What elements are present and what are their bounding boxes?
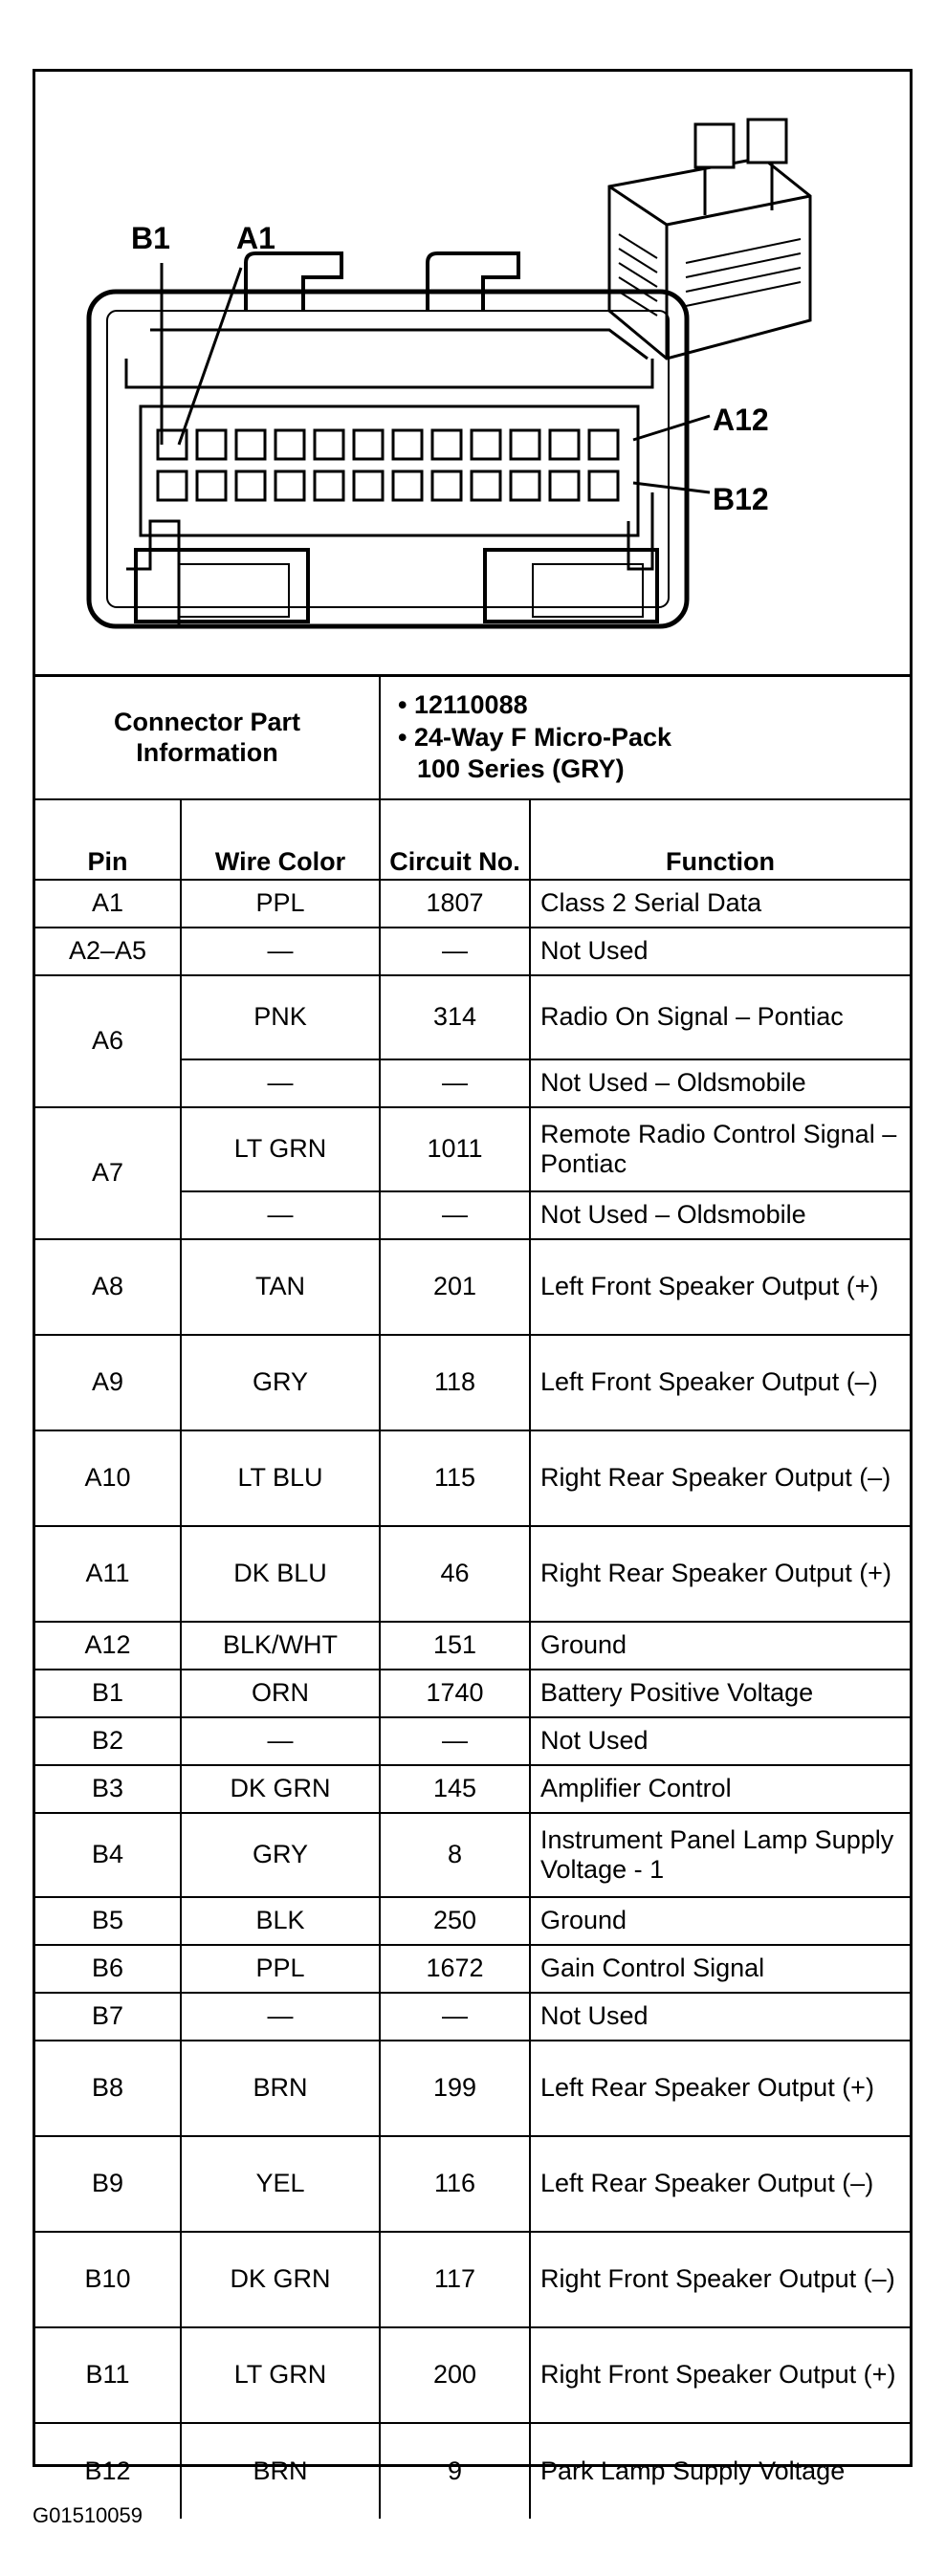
function-cell: Gain Control Signal: [530, 1945, 910, 1993]
label-b12: B12: [713, 482, 769, 516]
wire-color-cell: DK GRN: [181, 2232, 380, 2327]
table-row: [35, 1813, 910, 1897]
pin-cavity: [236, 430, 265, 459]
function-cell: Left Rear Speaker Output (–): [530, 2136, 910, 2232]
wire-color-cell: YEL: [181, 2136, 380, 2232]
circuit-cell: —: [380, 1717, 530, 1765]
function-cell: Right Front Speaker Output (–): [530, 2232, 910, 2327]
pin-cavity: [354, 471, 383, 500]
function-cell: Park Lamp Supply Voltage: [530, 2423, 910, 2519]
column-header-pin: Pin: [35, 799, 181, 880]
function-cell: Class 2 Serial Data: [530, 880, 910, 928]
table-row: [35, 1430, 910, 1526]
circuit-cell: —: [380, 1993, 530, 2041]
wire-color-cell: BLK: [181, 1897, 380, 1945]
connector-info-row: [35, 677, 910, 799]
function-cell: Right Rear Speaker Output (+): [530, 1526, 910, 1622]
pin-cell: B6: [35, 1945, 181, 1993]
connector-diagram: [35, 72, 910, 677]
pin-cavity: [589, 471, 618, 500]
pin-cell: B12: [35, 2423, 181, 2519]
circuit-cell: 117: [380, 2232, 530, 2327]
pin-cavity: [432, 471, 461, 500]
wire-color-cell: —: [181, 1717, 380, 1765]
connector-description-2: 100 Series (GRY): [417, 754, 625, 784]
label-a12: A12: [713, 403, 769, 437]
column-header-function: Function: [530, 799, 910, 880]
function-cell: Not Used – Oldsmobile: [530, 1059, 910, 1107]
pin-cavity: [550, 430, 579, 459]
table-row: [35, 1717, 910, 1765]
table-row: [35, 1622, 910, 1670]
table-row: [35, 1897, 910, 1945]
function-cell: Instrument Panel Lamp Supply Voltage - 1: [530, 1813, 910, 1897]
wire-color-cell: —: [181, 928, 380, 975]
wire-color-cell: ORN: [181, 1670, 380, 1717]
pin-cell: B11: [35, 2327, 181, 2423]
wire-color-cell: PPL: [181, 1945, 380, 1993]
circuit-cell: 1740: [380, 1670, 530, 1717]
pin-cell: A11: [35, 1526, 181, 1622]
circuit-cell: 145: [380, 1765, 530, 1813]
circuit-cell: 116: [380, 2136, 530, 2232]
table-row: [35, 2327, 910, 2423]
circuit-cell: 8: [380, 1813, 530, 1897]
pin-cavity: [315, 471, 343, 500]
column-header-circuit-no: Circuit No.: [380, 799, 530, 880]
pin-cell: A7: [35, 1107, 181, 1239]
function-cell: Left Front Speaker Output (+): [530, 1239, 910, 1335]
pin-cell: B5: [35, 1897, 181, 1945]
pin-cell: B7: [35, 1993, 181, 2041]
label-b1: B1: [131, 221, 170, 255]
pin-cavity: [354, 430, 383, 459]
pin-cavity: [275, 471, 304, 500]
pin-cavity: [393, 471, 422, 500]
wire-color-cell: DK GRN: [181, 1765, 380, 1813]
wire-color-cell: —: [181, 1191, 380, 1239]
table-row: [35, 2423, 910, 2519]
pin-cavity: [393, 430, 422, 459]
pin-cell: B10: [35, 2232, 181, 2327]
circuit-cell: —: [380, 1059, 530, 1107]
circuit-cell: 201: [380, 1239, 530, 1335]
function-cell: Ground: [530, 1897, 910, 1945]
wire-color-cell: BRN: [181, 2041, 380, 2136]
pin-cavity: [275, 430, 304, 459]
table-row: [35, 1107, 910, 1191]
function-cell: Remote Radio Control Signal – Pontiac: [530, 1107, 910, 1191]
pin-cavity: [472, 471, 500, 500]
circuit-cell: 1807: [380, 880, 530, 928]
function-cell: Not Used: [530, 928, 910, 975]
circuit-cell: 46: [380, 1526, 530, 1622]
function-cell: Battery Positive Voltage: [530, 1670, 910, 1717]
pin-cell: B3: [35, 1765, 181, 1813]
wire-color-cell: DK BLU: [181, 1526, 380, 1622]
wire-color-cell: GRY: [181, 1335, 380, 1430]
function-cell: Not Used: [530, 1993, 910, 2041]
wire-color-cell: PPL: [181, 880, 380, 928]
pin-cell: B4: [35, 1813, 181, 1897]
circuit-cell: 1672: [380, 1945, 530, 1993]
function-cell: Left Rear Speaker Output (+): [530, 2041, 910, 2136]
connector-part-number: • 12110088: [398, 689, 528, 719]
table-row: [35, 1526, 910, 1622]
pin-cavity: [432, 430, 461, 459]
circuit-cell: —: [380, 928, 530, 975]
wire-color-cell: BLK/WHT: [181, 1622, 380, 1670]
circuit-cell: 118: [380, 1335, 530, 1430]
table-row: [35, 2232, 910, 2327]
table-row: [35, 928, 910, 975]
wire-color-cell: LT BLU: [181, 1430, 380, 1526]
pin-cell: A9: [35, 1335, 181, 1430]
pin-cavity: [197, 471, 226, 500]
function-cell: Radio On Signal – Pontiac: [530, 975, 910, 1059]
connector-info-values: [380, 677, 910, 799]
pin-cell: B9: [35, 2136, 181, 2232]
connector-drawing: [35, 72, 910, 674]
column-header-wire-color: Wire Color: [181, 799, 380, 880]
table-row: [35, 1335, 910, 1430]
pin-cell: A6: [35, 975, 181, 1107]
pin-cell: B8: [35, 2041, 181, 2136]
wire-color-cell: —: [181, 1059, 380, 1107]
table-row: [35, 1670, 910, 1717]
table-row: [35, 2041, 910, 2136]
connector-iso-icon: [609, 120, 810, 359]
circuit-cell: 1011: [380, 1107, 530, 1191]
pin-cell: A8: [35, 1239, 181, 1335]
pin-cavity: [315, 430, 343, 459]
function-cell: Left Front Speaker Output (–): [530, 1335, 910, 1430]
connector-frame: [33, 69, 913, 2485]
pin-cavity: [511, 430, 539, 459]
pin-cell: A2–A5: [35, 928, 181, 975]
circuit-cell: 314: [380, 975, 530, 1059]
label-a1: A1: [236, 221, 275, 255]
circuit-cell: —: [380, 1191, 530, 1239]
connector-description-1: • 24-Way F Micro-Pack: [398, 722, 672, 752]
pin-cavity: [472, 430, 500, 459]
function-cell: Amplifier Control: [530, 1765, 910, 1813]
table-row: [35, 1239, 910, 1335]
connector-info-header: Connector Part Information: [35, 677, 380, 799]
function-cell: Not Used: [530, 1717, 910, 1765]
function-cell: Right Front Speaker Output (+): [530, 2327, 910, 2423]
pin-cavities-row-a: [158, 430, 618, 459]
wire-color-cell: LT GRN: [181, 1107, 380, 1191]
wire-color-cell: TAN: [181, 1239, 380, 1335]
table-row: [35, 1765, 910, 1813]
table-row: [35, 975, 910, 1059]
circuit-cell: 115: [380, 1430, 530, 1526]
circuit-cell: 200: [380, 2327, 530, 2423]
wire-color-cell: —: [181, 1993, 380, 2041]
table-row: [35, 1993, 910, 2041]
wire-color-cell: LT GRN: [181, 2327, 380, 2423]
function-cell: Ground: [530, 1622, 910, 1670]
figure-id: G01510059: [33, 2503, 143, 2527]
pin-cavity: [589, 430, 618, 459]
pinout-table: [35, 677, 910, 2519]
table-row: [35, 880, 910, 928]
table-row: [35, 2136, 910, 2232]
circuit-cell: 9: [380, 2423, 530, 2519]
wire-color-cell: PNK: [181, 975, 380, 1059]
function-cell: Not Used – Oldsmobile: [530, 1191, 910, 1239]
wire-color-cell: GRY: [181, 1813, 380, 1897]
pin-cell: B2: [35, 1717, 181, 1765]
circuit-cell: 151: [380, 1622, 530, 1670]
pin-cell: A10: [35, 1430, 181, 1526]
column-header-row: [35, 799, 910, 880]
pin-cell: A1: [35, 880, 181, 928]
function-cell: Right Rear Speaker Output (–): [530, 1430, 910, 1526]
pin-cavity: [236, 471, 265, 500]
pin-cavities-row-b: [158, 471, 618, 500]
circuit-cell: 250: [380, 1897, 530, 1945]
pin-cavity: [158, 471, 187, 500]
pin-cell: B1: [35, 1670, 181, 1717]
wire-color-cell: BRN: [181, 2423, 380, 2519]
table-row: [35, 1945, 910, 1993]
pin-cavity: [511, 471, 539, 500]
circuit-cell: 199: [380, 2041, 530, 2136]
pin-cavity: [197, 430, 226, 459]
pin-cell: A12: [35, 1622, 181, 1670]
pin-cavity: [550, 471, 579, 500]
